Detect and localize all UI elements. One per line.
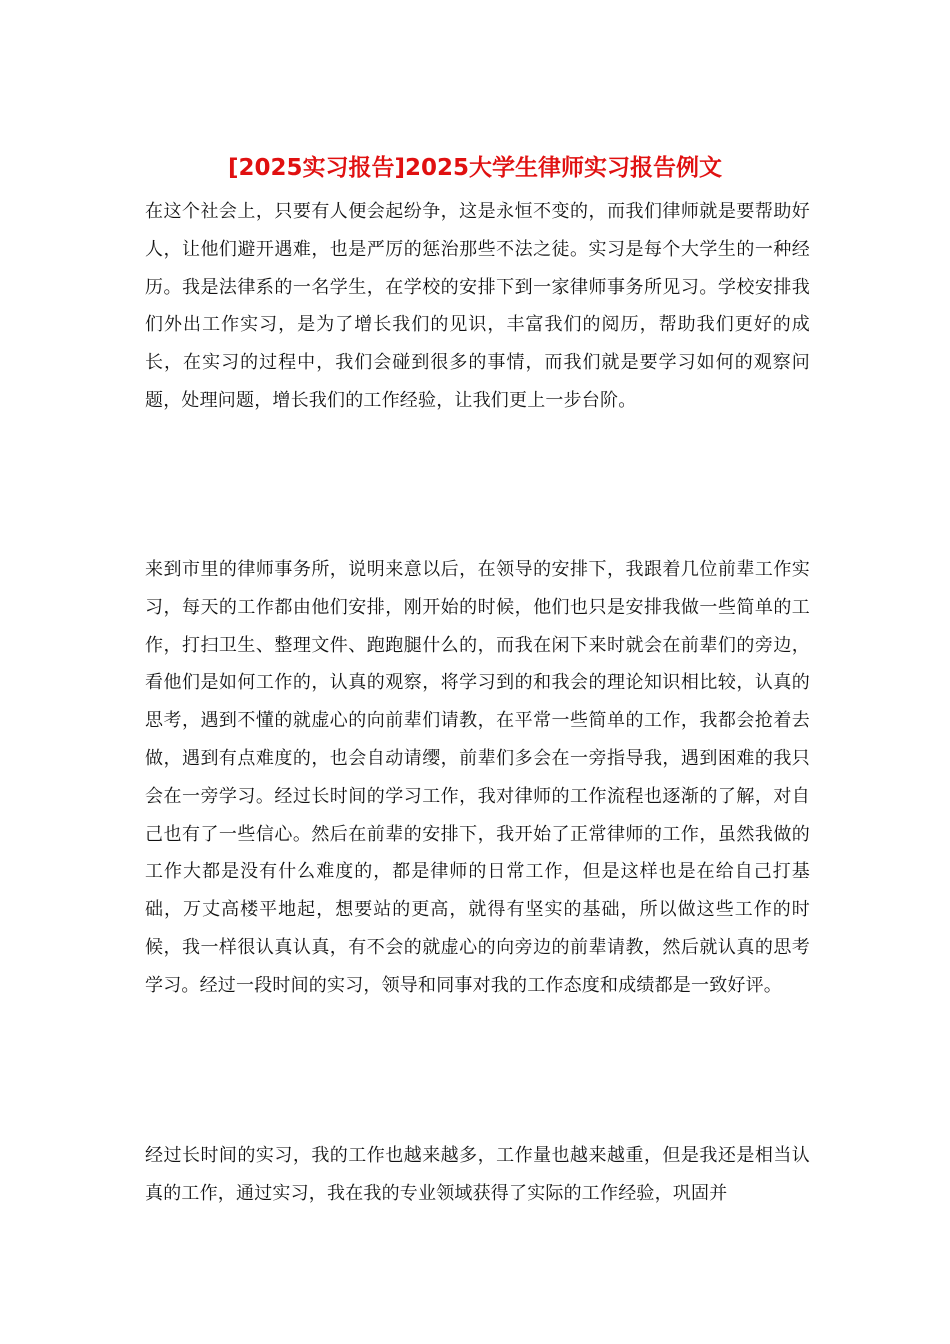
paragraph-experience: 经过长时间的实习，我的工作也越来越多，工作量也越来越重，但是我还是相当认真的工作，通过实习，我在我的专业领域获得了实际的工作经验，巩固并 xyxy=(145,1145,810,1204)
document-title: [2025实习报告]2025大学生律师实习报告例文 xyxy=(227,155,723,181)
paragraph-intro: 在这个社会上，只要有人便会起纷争，这是永恒不变的，而我们律师就是要帮助好人，让他们避开遇难，也是严厉的惩治那些不法之徒。实习是每个大学生的一种经历。我是法律系的一名学生，在学校的安排下到一家律师事务所见习。学校安排我们外出工作实习，是为了增长我们的见识，丰富我们的阅历，帮助我们更好的成长，在实习的过程中，我们会碰到很多的事情，而我们就是要学习如何的观察问题，处理问题，增长我们的工作经验，让我们更上一步台阶。 xyxy=(145,201,810,411)
paragraph-internship-start: 来到市里的律师事务所，说明来意以后，在领导的安排下，我跟着几位前辈工作实习，每天的工作都由他们安排，刚开始的时候，他们也只是安排我做一些简单的工作，打扫卫生、整理文件、跑跑腿什么的，而我在闲下来时就会在前辈们的旁边，看他们是如何工作的，认真的观察，将学习到的和我会的理论知识相比较，认真的思考，遇到不懂的就虚心的向前辈们请教，在平常一些简单的工作，我都会抢着去做，遇到有点难度的，也会自动请缨，前辈们多会在一旁指导我，遇到困难的我只会在一旁学习。经过长时间的学习工作，我对律师的工作流程也逐渐的了解，对自己也有了一些信心。然后在前辈的安排下，我开始了正常律师的工作，虽然我做的工作大都是没有什么难度的，都是律师的日常工作，但是这样也是在给自己打基础，万丈高楼平地起，想要站的更高，就得有坚实的基础，所以做这些工作的时候，我一样很认真认真，有不会的就虚心的向旁边的前辈请教，然后就认真的思考学习。经过一段时间的实习，领导和同事对我的工作态度和成绩都是一致好评。 xyxy=(145,559,810,996)
